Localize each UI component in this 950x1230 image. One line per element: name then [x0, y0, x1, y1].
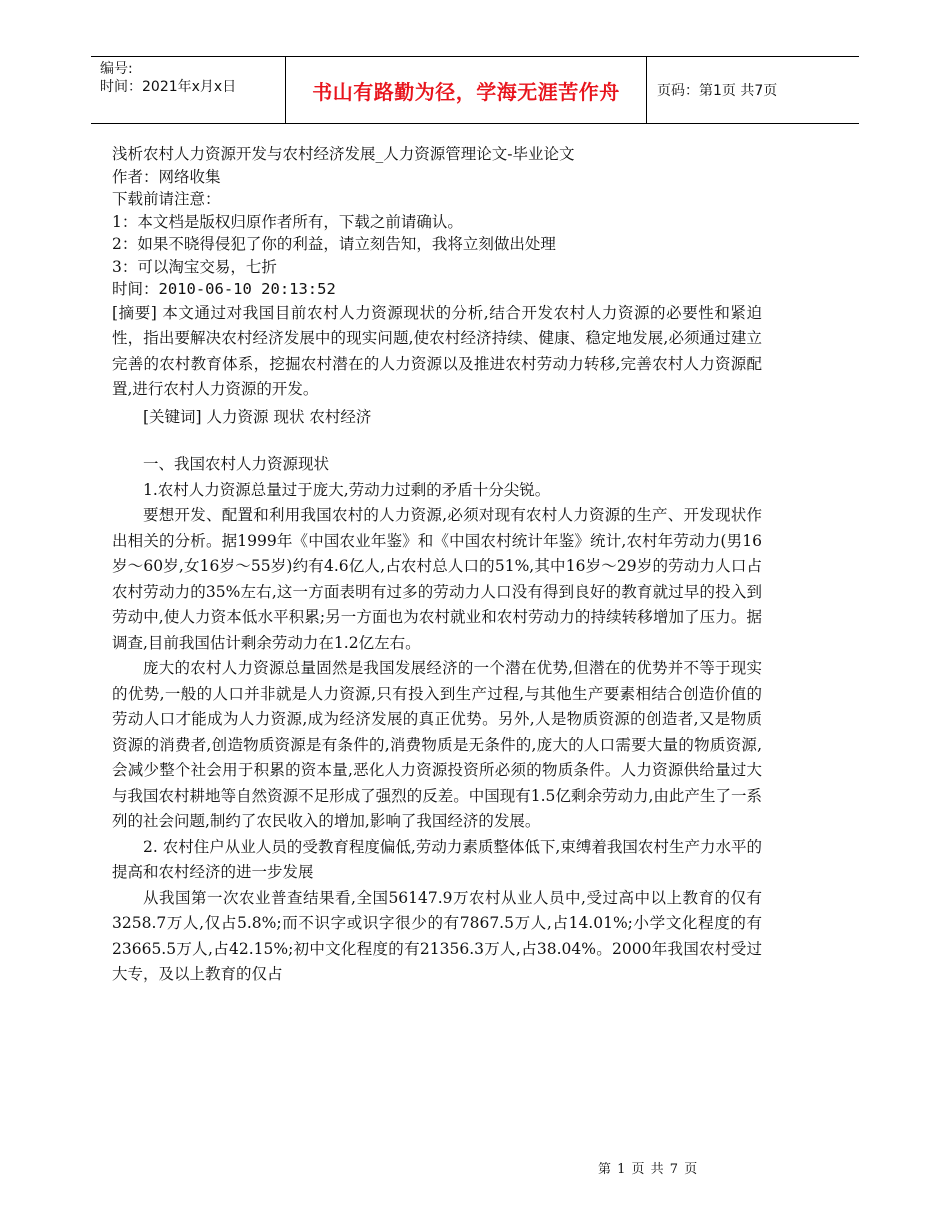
doc-time: 时间：2010-06-10 20:13:52 [112, 280, 336, 298]
abstract: [摘要] 本文通过对我国目前农村人力资源现状的分析,结合开发农村人力资源的必要性和紧迫性，指出要解决农村经济发展中的现实问题,使农村经济持续、健康、稳定地发展,必须通过建立完善的农村教育体系，挖掘农村潜在的人力资源以及推进农村劳动力转移,完善农村人力资源配置,进行农村人力资源的开发。 [112, 303, 762, 398]
doc-author: 作者：网络收集 [112, 167, 221, 186]
doc-title: 浅析农村人力资源开发与农村经济发展_人力资源管理论文-毕业论文 [112, 145, 575, 163]
notice-item-1: 1：本文档是版权归原作者所有，下载之前请确认。 [112, 212, 463, 231]
header-page-info: 页码：第1页 共7页 [657, 83, 778, 99]
paragraph-3: 从我国第一次农业普查结果看,全国56147.9万农村从业人员中,受过高中以上教育的仅有3258.7万人,仅占5.8%;而不识字或识字很少的有7867.5万人,占14.01%;小学文化程度的有23665.5万人,占42.15%;初中文化程度的有21356.3万人,占38.04%。2000年我国农村受过大专，及以上教育的仅占 [112, 888, 762, 983]
paragraph-2: 庞大的农村人力资源总量固然是我国发展经济的一个潜在优势,但潜在的优势并不等于现实的优势,一般的人口并非就是人力资源,只有投入到生产过程,与其他生产要素相结合创造价值的劳动人口才能成为人力资源,成为经济发展的真正优势。另外,人是物质资源的创造者,又是物质资源的消费者,创造物质资源是有条件的,消费物质是无条件的,庞大的人口需要大量的物质资源,会减少整个社会用于积累的资本量,恶化人力资源投资所必须的物质条件。人力资源供给量过大与我国农村耕地等自然资源不足形成了强烈的反差。中国现有1.5亿剩余劳动力,由此产生了一系列的社会问题,制约了农民收入的增加,影响了我国经济的发展。 [112, 659, 762, 830]
page-footer: 第 1 页 共 7 页 [598, 1162, 699, 1177]
subheading-1: 1.农村人力资源总量过于庞大,劳动力过剩的矛盾十分尖锐。 [143, 480, 551, 499]
document-header [91, 56, 859, 124]
keywords: [关键词] 人力资源 现状 农村经济 [143, 407, 372, 426]
header-motto: 书山有路勤为径，学海无涯苦作舟 [286, 57, 647, 123]
notice-item-2: 2：如果不晓得侵犯了你的利益，请立刻告知，我将立刻做出处理 [112, 235, 556, 253]
subheading-2: 2. 农村住户从业人员的受教育程度偏低,劳动力素质整体低下,束缚着我国农村生产力水平的提高和农村经济的进一步发展 [112, 837, 762, 881]
spacer [112, 430, 762, 452]
serial-label: 编号: [100, 61, 133, 77]
document-body [112, 143, 762, 988]
section-heading-1: 一、我国农村人力资源现状 [143, 455, 330, 473]
time-label: 时间：2021年x月x日 [100, 79, 237, 95]
notice-item-3: 3：可以淘宝交易，七折 [112, 257, 277, 276]
notice-title: 下载前请注意： [112, 190, 221, 208]
paragraph-1: 要想开发、配置和利用我国农村的人力资源,必须对现有农村人力资源的生产、开发现状作出相关的分析。据1999年《中国农业年鉴》和《中国农村统计年鉴》统计,农村年劳动力(男16岁～60岁,女16岁～55岁)约有4.6亿人,占农村总人口的51%,其中16岁～29岁的劳动力人口占农村劳动力的35%左右,这一方面表明有过多的劳动力人口没有得到良好的教育就过早的投入到劳动中,使人力资本低水平积累;另一方面也为农村就业和农村劳动力的持续转移增加了压力。据调查,目前我国估计剩余劳动力在1.2亿左右。 [112, 506, 762, 652]
header-meta-cell [91, 57, 286, 123]
